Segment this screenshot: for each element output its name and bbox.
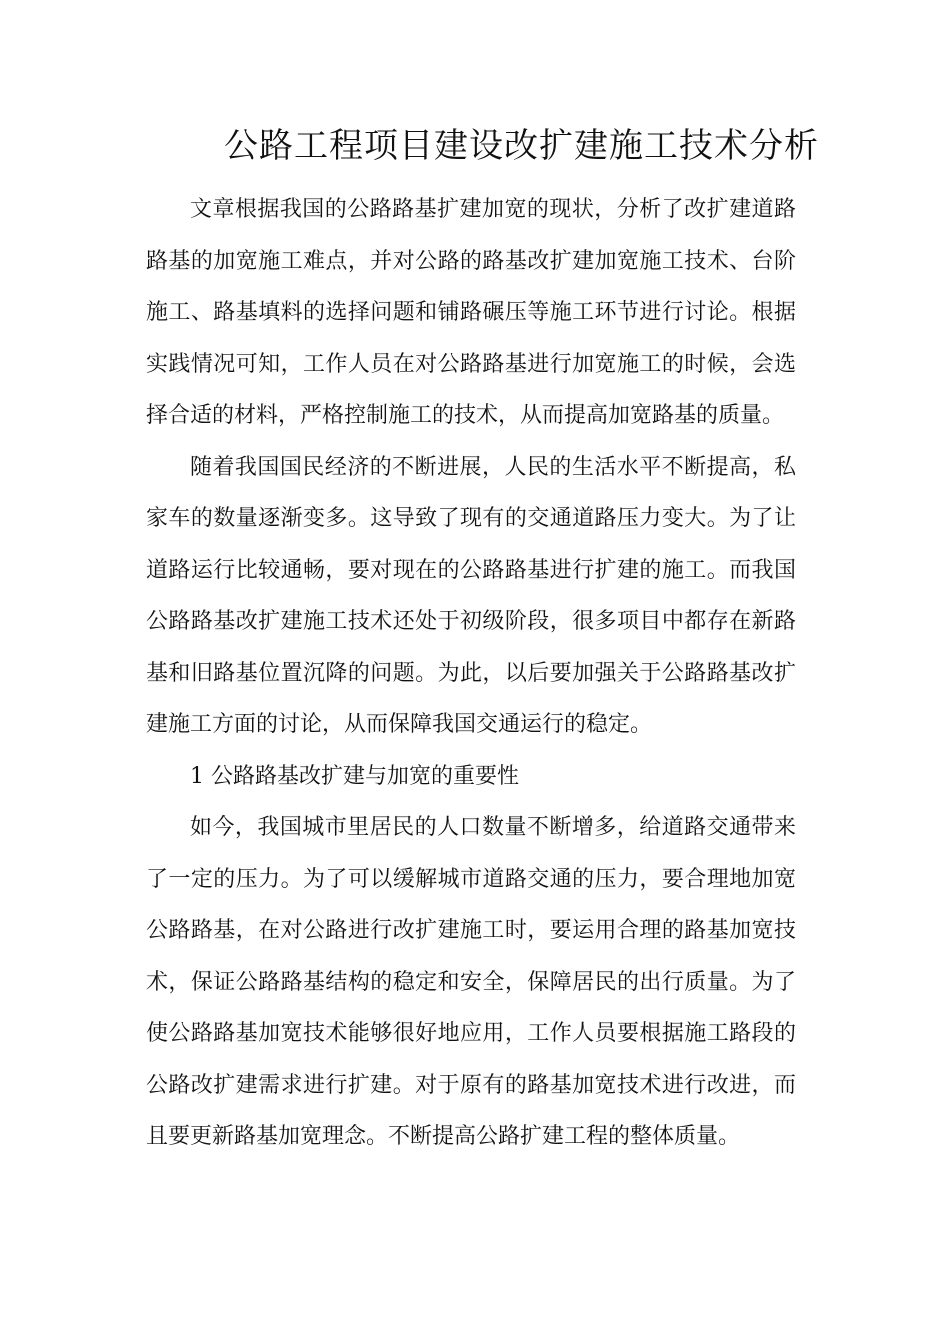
section-paragraph: 如今，我国城市里居民的人口数量不断增多，给道路交通带来了一定的压力。为了可以缓解城市道路交通的压力，要合理地加宽公路路基，在对公路进行改扩建施工时，要运用合理的路基加宽技术，保证公路路基结构的稳定和安全，保障居民的出行质量。为了使公路路基加宽技术能够很好地应用，工作人员要根据施工路段的公路改扩建需求进行扩建。对于原有的路基加宽技术进行改进，而且要更新路基加宽理念。不断提高公路扩建工程的整体质量。 [146,815,796,1149]
abstract-paragraph: 文章根据我国的公路路基扩建加宽的现状，分析了改扩建道路路基的加宽施工难点，并对公路的路基改扩建加宽施工技术、台阶施工、路基填料的选择问题和铺路碾压等施工环节进行讨论。根据实践情况可知，工作人员在对公路路基进行加宽施工的时候，会选择合适的材料，严格控制施工的技术，从而提高加宽路基的质量。 [146,197,796,428]
section-heading: 1 公路路基改扩建与加宽的重要性 [190,763,519,789]
document-body [146,184,796,1163]
intro-paragraph: 随着我国国民经济的不断进展，人民的生活水平不断提高，私家车的数量逐渐变多。这导致了现有的交通道路压力变大。为了让道路运行比较通畅，要对现在的公路路基进行扩建的施工。而我国公路路基改扩建施工技术还处于初级阶段，很多项目中都存在新路基和旧路基位置沉降的问题。为此，以后要加强关于公路路基改扩建施工方面的讨论，从而保障我国交通运行的稳定。 [146,454,796,737]
document-title: 公路工程项目建设改扩建施工技术分析 [224,126,819,166]
